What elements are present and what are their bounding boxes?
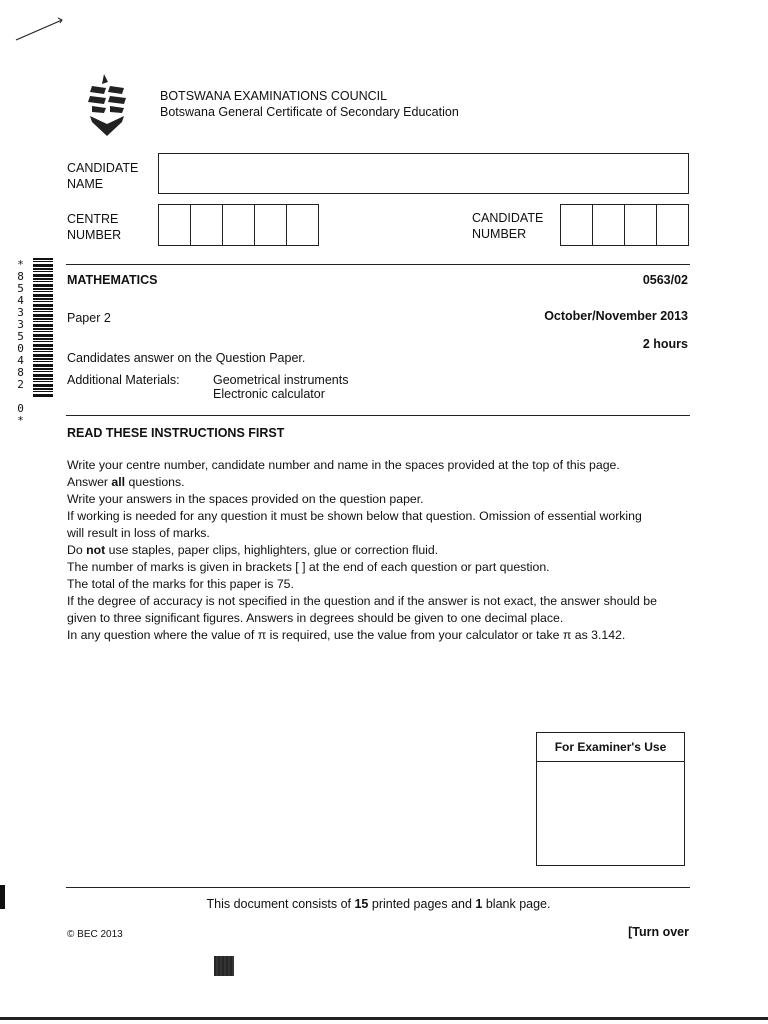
centre-number-cell[interactable] (287, 205, 318, 245)
candidate-number-cell[interactable] (561, 205, 593, 245)
centre-number-cell[interactable] (191, 205, 223, 245)
copyright: © BEC 2013 (67, 929, 123, 940)
examiners-use-title: For Examiner's Use (537, 733, 684, 762)
materials-item: Electronic calculator (213, 387, 325, 401)
paper-code: 0563/02 (642, 273, 688, 287)
examiners-use-box (536, 732, 685, 866)
instruction-line: If working is needed for any question it must be shown below that question. Omission of essential working (67, 509, 642, 523)
instructions-list (67, 457, 697, 644)
candidate-number-cell[interactable] (593, 205, 625, 245)
pen-stroke-mark (14, 14, 66, 44)
instruction-line: Do not use staples, paper clips, highlighters, glue or correction fluid. (67, 543, 439, 557)
materials-item: Geometrical instruments (213, 373, 349, 387)
divider-bottom (66, 887, 690, 888)
candidate-name-label: CANDIDATE NAME (67, 161, 139, 191)
centre-number-cell[interactable] (255, 205, 287, 245)
qr-code-mark (214, 956, 234, 976)
instruction-line: Write your answers in the spaces provided on the question paper. (67, 492, 424, 506)
turn-over: [Turn over (628, 925, 689, 939)
exam-duration: 2 hours (642, 337, 688, 351)
paper-number: Paper 2 (67, 311, 111, 325)
candidate-name-box[interactable] (158, 153, 689, 194)
candidate-number-cell[interactable] (657, 205, 688, 245)
instruction-line: will result in loss of marks. (67, 526, 210, 540)
divider-top (66, 264, 690, 265)
instruction-line: If the degree of accuracy is not specified in the question and if the answer is not exact, the answer should be (67, 594, 657, 608)
materials-label: Additional Materials: (67, 373, 180, 387)
candidate-number-label: CANDIDATE NUMBER (472, 211, 544, 241)
candidate-number-cell[interactable] (625, 205, 657, 245)
page-count-statement: This document consists of 15 printed pages and 1 blank page. (206, 897, 551, 911)
org-name: BOTSWANA EXAMINATIONS COUNCIL (160, 89, 388, 103)
instruction-line: Write your centre number, candidate number and name in the spaces provided at the top of this page. (67, 458, 620, 472)
centre-number-label: CENTRE NUMBER (67, 212, 122, 242)
exam-session: October/November 2013 (544, 309, 688, 323)
candidate-number-boxes[interactable] (560, 204, 689, 246)
instruction-line: given to three significant figures. Answers in degrees should be given to one decimal place. (67, 611, 564, 625)
centre-number-cell[interactable] (223, 205, 255, 245)
divider-mid (66, 415, 690, 416)
page-bottom-edge (0, 1017, 768, 1020)
instruction-line: The total of the marks for this paper is 75. (67, 577, 294, 591)
certificate-name: Botswana General Certificate of Secondary Education (160, 105, 459, 119)
bec-logo-icon (84, 72, 130, 138)
instructions-heading: READ THESE INSTRUCTIONS FIRST (67, 426, 285, 440)
centre-number-boxes[interactable] (158, 204, 319, 246)
barcode (33, 258, 53, 398)
instruction-line: In any question where the value of π is required, use the value from your calculator or take π as 3.142. (67, 628, 626, 642)
answer-on-statement: Candidates answer on the Question Paper. (67, 351, 306, 365)
centre-number-cell[interactable] (159, 205, 191, 245)
instruction-line: The number of marks is given in brackets [ ] at the end of each question or part question. (67, 560, 550, 574)
barcode-digits: *8543350482 0* (14, 258, 27, 426)
subject-title: MATHEMATICS (67, 273, 158, 287)
instruction-line: Answer all questions. (67, 475, 185, 489)
